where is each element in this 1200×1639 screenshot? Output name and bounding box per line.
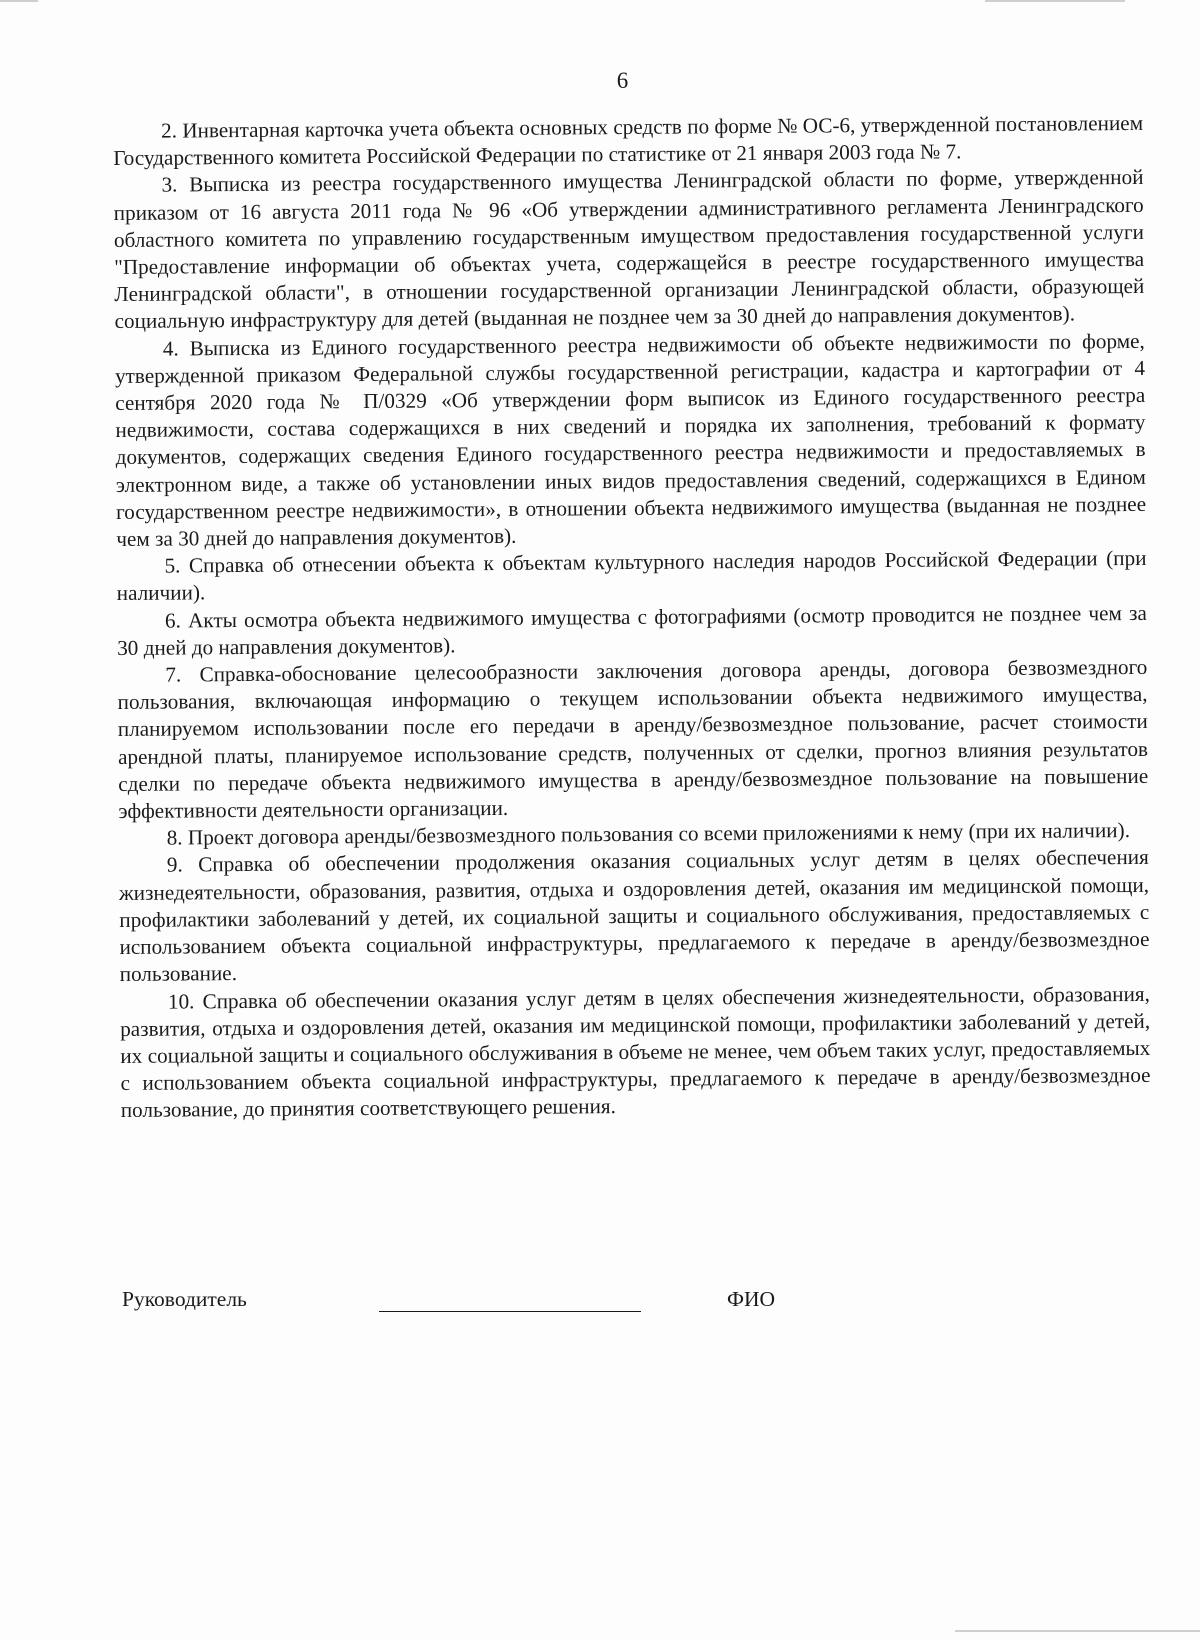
- paragraph-item-6: 6. Акты осмотра объекта недвижимого имущества с фотографиями (осмотр проводится не позднее чем за 30 дней до направления документов).: [117, 600, 1148, 660]
- document-body: [113, 110, 1151, 1125]
- paragraph-item-9: 9. Справка об обеспечении продолжения оказания социальных услуг детям в целях обеспечения жизнедеятельности, образования, развития, отдыха и оздоровления детей, оказания им медицинской помощи, профилактики заболеваний у детей, их социальной защиты и социального обслуживания, предоставляемых с использованием объекта социальной инфраструктуры, предлагаемого к передаче в аренду/безвозмездное пользование.: [118, 845, 1150, 987]
- scan-artifact-bottom-right: [955, 1630, 1200, 1632]
- scan-artifact-top-right: [985, 0, 1125, 2]
- paragraph-item-5: 5. Справка об отнесении объекта к объектам культурного наследия народов Российской Федерации (при наличии).: [116, 546, 1147, 606]
- paragraph-item-7: 7. Справка-обоснование целесообразности заключения договора аренды, договора безвозмездного пользования, включающая информацию о текущем использовании объекта недвижимого имущества, планируемом использовании после его передачи в аренду/безвозмездное пользование, расчет стоимости арендной платы, планируемое использование средств, полученных от сделки, прогноз влияния результатов сделки по передаче объекта недвижимого имущества в аренду/безвозмездное пользование на повышение эффективности деятельности организации.: [117, 654, 1149, 824]
- signature-name-placeholder: ФИО: [727, 1287, 776, 1311]
- signature-line: [379, 1311, 641, 1312]
- paragraph-item-8: 8. Проект договора аренды/безвозмездного пользования со всеми приложениями к нему (при их наличии).: [166, 818, 1131, 850]
- signature-block: [122, 1287, 1122, 1317]
- paragraph-item-2: 2. Инвентарная карточка учета объекта основных средств по форме № ОС-6, утвержденной постановлением Государственного комитета Российской Федерации по статистике от 21 января 2003 года № 7.: [113, 110, 1144, 171]
- paragraph-item-3: 3. Выписка из реестра государственного имущества Ленинградской области по форме, утвержденной приказом от 16 августа 2011 года № 96 «Об утверждении административного регламента Ленинградского областного комитета по управлению государственным имуществом предоставления государственной услуги "Предоставление информации об объектах учета, содержащейся в реестре государственного имущества Ленинградской области", в отношении государственной организации Ленинградской области, образующей социальную инфраструктуру для детей (выданная не позднее чем за 30 дней до направления документов).: [113, 165, 1145, 334]
- paragraph-item-4: 4. Выписка из Единого государственного реестра недвижимости об объекте недвижимости по форме, утвержденной приказом Федеральной службы государственной регистрации, кадастра и картографии от 4 сентября 2020 года № П/0329 «Об утверждении форм выписок из Единого государственного реестра недвижимости, состава содержащихся в них сведений и порядка их заполнения, требований к формату документов, содержащих сведения Единого государственного реестра недвижимости и предоставляемых в электронном виде, а также об установлении иных видов предоставления сведений, содержащихся в Едином государственном реестре недвижимости», в отношении объекта недвижимого имущества (выданная не позднее чем за 30 дней до направления документов).: [114, 328, 1147, 552]
- paragraph-item-10: 10. Справка об обеспечении оказания услуг детям в целях обеспечения жизнедеятельности, образования, развития, отдыха и оздоровления детей, оказания им медицинской помощи, профилактики заболеваний у детей, их социальной защиты и социального обслуживания в объеме не менее, чем объем таких услуг, предоставляемых с использованием объекта социальной инфраструктуры, предлагаемого к передаче в аренду/безвозмездное пользование, до принятия соответствующего решения.: [120, 981, 1151, 1123]
- page-number: 6: [616, 68, 629, 93]
- signature-role: Руководитель: [122, 1287, 247, 1311]
- scan-artifact-top-left: [0, 0, 38, 2]
